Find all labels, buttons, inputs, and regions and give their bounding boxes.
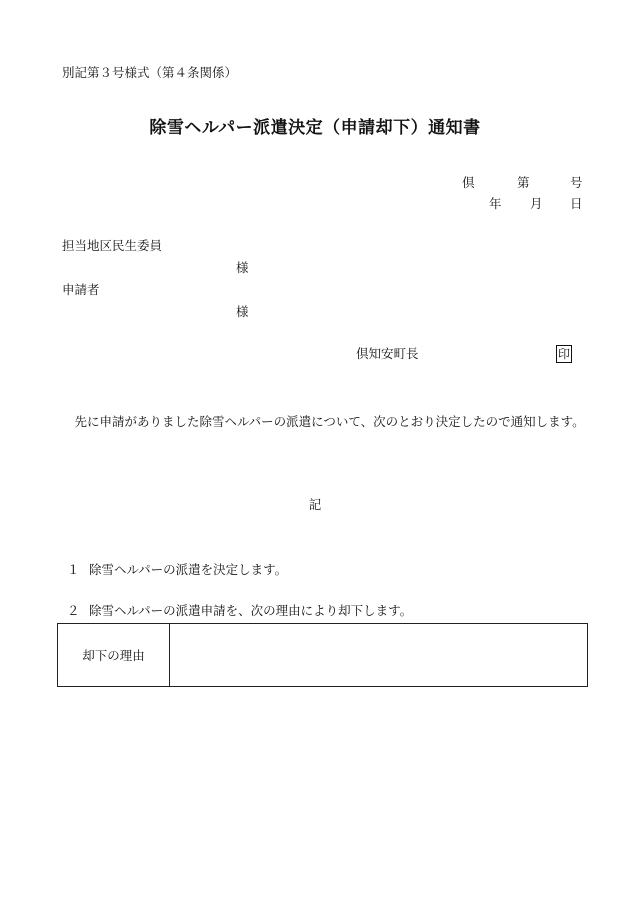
item-1-text: 除雪ヘルパーの派遣を決定します。 (89, 562, 288, 577)
recipient-applicant-honorific: 様 (236, 304, 249, 319)
date-month: 月 (530, 196, 543, 211)
doc-number-prefix: 倶 (462, 175, 475, 190)
date-year: 年 (489, 196, 502, 211)
document-title: 除雪ヘルパー派遣決定（申請却下）通知書 (149, 118, 481, 138)
rejection-reason-label: 却下の理由 (58, 624, 170, 686)
ki-heading: 記 (308, 497, 322, 512)
rejection-reason-field[interactable] (170, 624, 587, 686)
item-1 (67, 564, 287, 577)
item-2-text: 除雪ヘルパーの派遣申請を、次の理由により却下します。 (89, 603, 413, 618)
body-text: 先に申請がありました除雪ヘルパーの派遣について、次のとおり決定したので通知します。 (74, 414, 585, 429)
doc-number-dai: 第 (517, 175, 530, 190)
recipient-committee-honorific: 様 (236, 260, 249, 275)
item-2-number: ２ (67, 603, 80, 618)
recipient-applicant-label: 申請者 (62, 282, 100, 297)
seal-stamp: 印 (557, 347, 570, 361)
date-day: 日 (570, 196, 583, 211)
doc-number-go: 号 (570, 175, 583, 190)
form-number: 別記第３号様式（第４条関係） (62, 65, 238, 80)
rejection-reason-table (57, 623, 588, 687)
item-1-number: １ (67, 562, 80, 577)
recipient-committee-label: 担当地区民生委員 (62, 238, 163, 253)
sender-name: 倶知安町長 (356, 346, 419, 361)
item-2 (67, 605, 412, 618)
